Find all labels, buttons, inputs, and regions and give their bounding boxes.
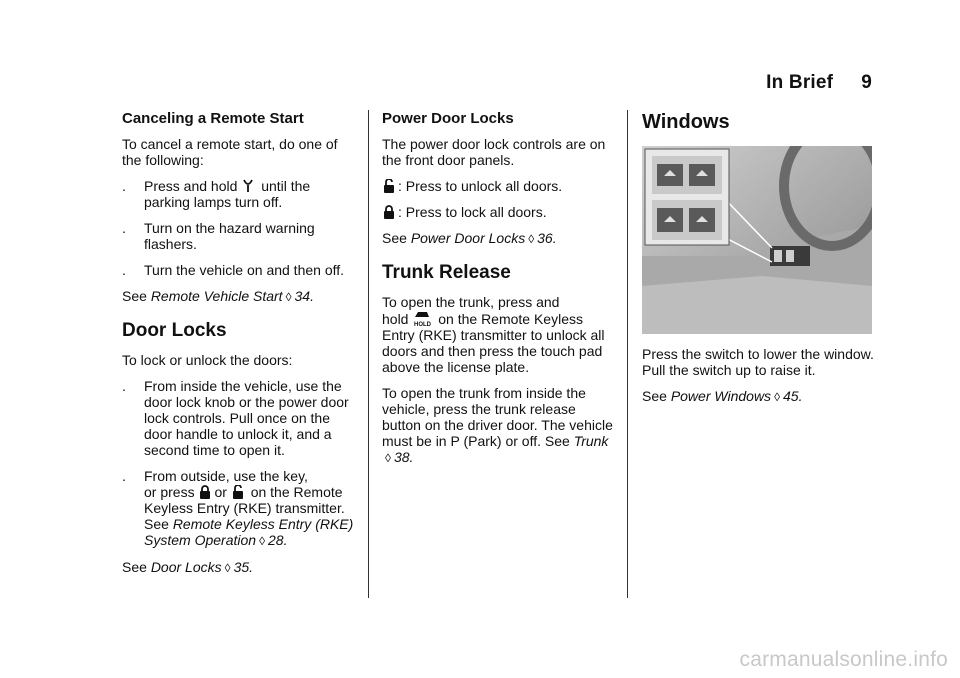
unlock-text: : Press to unlock all doors.: [398, 178, 563, 194]
cross-reference-link[interactable]: Door Locks: [150, 559, 222, 575]
reference-page: 28.: [268, 532, 288, 548]
windows-para: Press the switch to lower the window. Pull the switch up to raise it.: [642, 346, 874, 378]
see-label: See: [122, 288, 147, 304]
svg-text:HOLD: HOLD: [414, 322, 432, 327]
lock-icon: [199, 485, 211, 500]
cross-reference-link[interactable]: Remote Keyless Entry (RKE) System Operation: [144, 516, 354, 548]
list-item: [122, 378, 354, 458]
reference-page: 38.: [393, 449, 414, 465]
unlock-icon: [232, 485, 244, 500]
bullet-text: on the Remote Keyless Entry (RKE) transmitter. See: [144, 484, 345, 532]
cross-reference-link[interactable]: Power Windows: [670, 388, 772, 404]
page-arrow-icon: ◊: [285, 290, 292, 304]
reference-page: 45.: [783, 388, 803, 404]
page-arrow-icon: ◊: [259, 534, 265, 548]
trunk-text: To open the trunk, press and: [382, 294, 560, 310]
see-also: [382, 230, 614, 247]
list-item: [122, 220, 354, 252]
trunk-text: on the Remote Keyless Entry (RKE) transmitter to unlock all doors and then press the touch pad above the license plate.: [382, 311, 605, 375]
remote-start-intro: To cancel a remote start, do one of the following:: [122, 136, 338, 168]
heading-power-door-locks: Power Door Locks: [382, 110, 514, 127]
page-header: [766, 72, 872, 94]
column-divider-1: [368, 110, 369, 598]
page-arrow-icon: ◊: [528, 232, 535, 246]
unlock-icon: [383, 179, 395, 194]
bullet-text: Press and hold: [144, 178, 238, 194]
page-number: 9: [861, 72, 872, 93]
column-3: [642, 110, 874, 415]
column-divider-2: [627, 110, 628, 598]
section-title: In Brief: [766, 72, 834, 93]
trunk-release-icon: [413, 310, 431, 327]
heading-trunk-release: Trunk Release: [382, 262, 511, 283]
list-item: [122, 468, 354, 549]
bullet-dot: .: [122, 378, 126, 394]
cross-reference-link[interactable]: Trunk: [573, 433, 609, 449]
column-2: [382, 110, 614, 476]
watermark: carmanualsonline.info: [739, 648, 948, 671]
bullet-dot: .: [122, 220, 126, 236]
bullet-dot: .: [122, 178, 126, 194]
door-locks-intro: To lock or unlock the doors:: [122, 352, 293, 368]
trunk-para-1: [382, 294, 614, 375]
remote-start-icon: [242, 178, 254, 194]
bullet-text: Turn the vehicle on and then off.: [144, 262, 345, 278]
lock-text: : Press to lock all doors.: [398, 204, 547, 220]
lock-icon: [383, 205, 395, 220]
see-label: See: [382, 230, 407, 246]
see-also: [642, 388, 874, 405]
bullet-dot: .: [122, 262, 126, 278]
page-arrow-icon: ◊: [224, 561, 231, 575]
bullet-text: or press: [144, 484, 195, 500]
cross-reference-link[interactable]: Power Door Locks: [410, 230, 526, 246]
list-item: [122, 262, 354, 278]
heading-windows: Windows: [642, 111, 730, 133]
bullet-text: From outside, use the key,: [144, 468, 308, 484]
page-arrow-icon: ◊: [385, 451, 391, 465]
lock-instruction: [382, 204, 614, 220]
reference-page: 34.: [294, 288, 314, 304]
heading-door-locks: Door Locks: [122, 320, 227, 341]
trunk-para-2: [382, 385, 614, 466]
see-also: [122, 559, 354, 576]
cross-reference-link[interactable]: Remote Vehicle Start: [150, 288, 283, 304]
power-window-switch-image: [642, 146, 872, 334]
bullet-text: or: [214, 484, 227, 500]
reference-page: 35.: [233, 559, 254, 575]
see-also: [122, 288, 354, 305]
bullet-text: until the parking lamps turn off.: [144, 178, 311, 210]
column-1: [122, 110, 354, 586]
reference-page: 36.: [537, 230, 557, 246]
bullet-dot: .: [122, 468, 126, 484]
see-label: See: [642, 388, 667, 404]
trunk-text: To open the trunk from inside the vehicle, press the trunk release button on the driver door. The vehicle must be in P (Park) or off. See: [382, 385, 613, 449]
bullet-text: Turn on the hazard warning flashers.: [144, 220, 315, 252]
unlock-instruction: [382, 178, 614, 194]
trunk-text: hold: [382, 311, 409, 327]
page-arrow-icon: ◊: [774, 390, 780, 404]
power-locks-intro: The power door lock controls are on the front door panels.: [382, 136, 606, 168]
bullet-text: From inside the vehicle, use the door lock knob or the power door lock controls. Pull once on the door handle to unlock it, and a second time to open it.: [144, 378, 349, 458]
see-label: See: [122, 559, 147, 575]
list-item: [122, 178, 354, 210]
heading-canceling-remote-start: Canceling a Remote Start: [122, 110, 304, 127]
